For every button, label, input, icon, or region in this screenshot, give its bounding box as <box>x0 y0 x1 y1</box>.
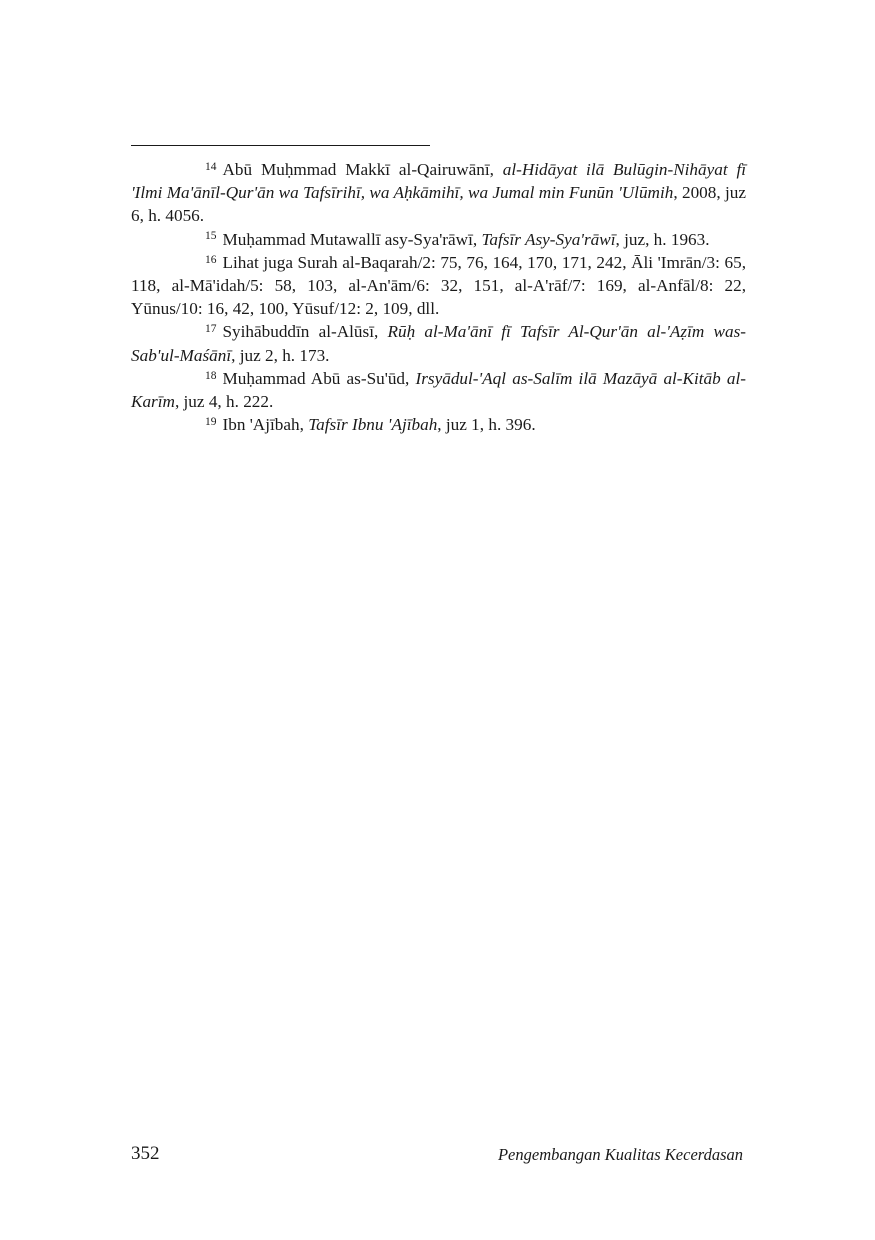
footnote-separator-rule <box>131 145 430 146</box>
footnote-citation: , juz, h. 1963. <box>615 229 710 249</box>
footnote-author: Muḥammad Abū as-Su'ūd, <box>222 368 416 388</box>
footnote-15 <box>131 228 746 251</box>
footnote-number: 16 <box>205 253 217 266</box>
footnote-title: Tafsīr Asy-Sya'rāwī <box>481 229 616 249</box>
footnote-author: Ibn 'Ajībah, <box>222 415 309 435</box>
footnote-citation: , juz 2, h. 173. <box>231 345 330 365</box>
footnote-citation: , juz 1, h. 396. <box>437 415 536 435</box>
footnote-author: Syihābuddīn al-Alūsī, <box>222 322 388 342</box>
page-number: 352 <box>131 1143 160 1164</box>
footnote-number: 14 <box>205 160 217 173</box>
footnote-16 <box>131 251 746 321</box>
footnote-title: Rūḥ al-Ma'ānī fī Tafsīr Al-Qur'ān al-'Aẓīm was-Sab'ul-Maśānī <box>131 322 746 365</box>
footnote-number: 17 <box>205 323 217 336</box>
running-footer-title: Pengembangan Kualitas Kecerdasan <box>497 1145 743 1164</box>
footnote-citation: , 2008, juz 6, h. 4056. <box>131 183 747 226</box>
footnote-number: 19 <box>205 416 217 429</box>
footnote-18 <box>131 367 746 413</box>
footnote-title: al-Hidāyat ilā Bulūgin-Nihāyat fī 'Ilmi Ma'ānīl-Qur'ān wa Tafsīrihī, wa Aḥkāmihī, wa Jumal min Funūn 'Ulūmih <box>131 160 747 203</box>
footnote-text: Lihat juga Surah al-Baqarah/2: 75, 76, 164, 170, 171, 242, Āli 'Imrān/3: 65, 118, al-Mā'idah/5: 58, 103, al-An'ām/6: 32, 151, al-A'rāf/7: 169, al-Anfāl/8: 22, Yūnus/10: 16, 42, 100, Yūsuf/12: 2, 109, dll. <box>131 252 746 319</box>
footnote-number: 15 <box>205 230 217 243</box>
footnote-17 <box>131 320 746 366</box>
footnote-author: Abū Muḥmmad Makkī al-Qairuwānī, <box>222 160 503 179</box>
footnote-14 <box>131 158 746 228</box>
footnote-19 <box>131 413 746 436</box>
footnote-author: Muḥammad Mutawallī asy-Sya'rāwī, <box>222 229 482 249</box>
footnote-title: Tafsīr Ibnu 'Ajībah <box>308 415 438 435</box>
footnote-title: Irsyādul-'Aql as-Salīm ilā Mazāyā al-Kitāb al-Karīm <box>131 368 746 412</box>
footnotes-section <box>131 158 746 436</box>
footnote-number: 18 <box>205 369 217 382</box>
footnote-citation: , juz 4, h. 222. <box>174 392 274 412</box>
